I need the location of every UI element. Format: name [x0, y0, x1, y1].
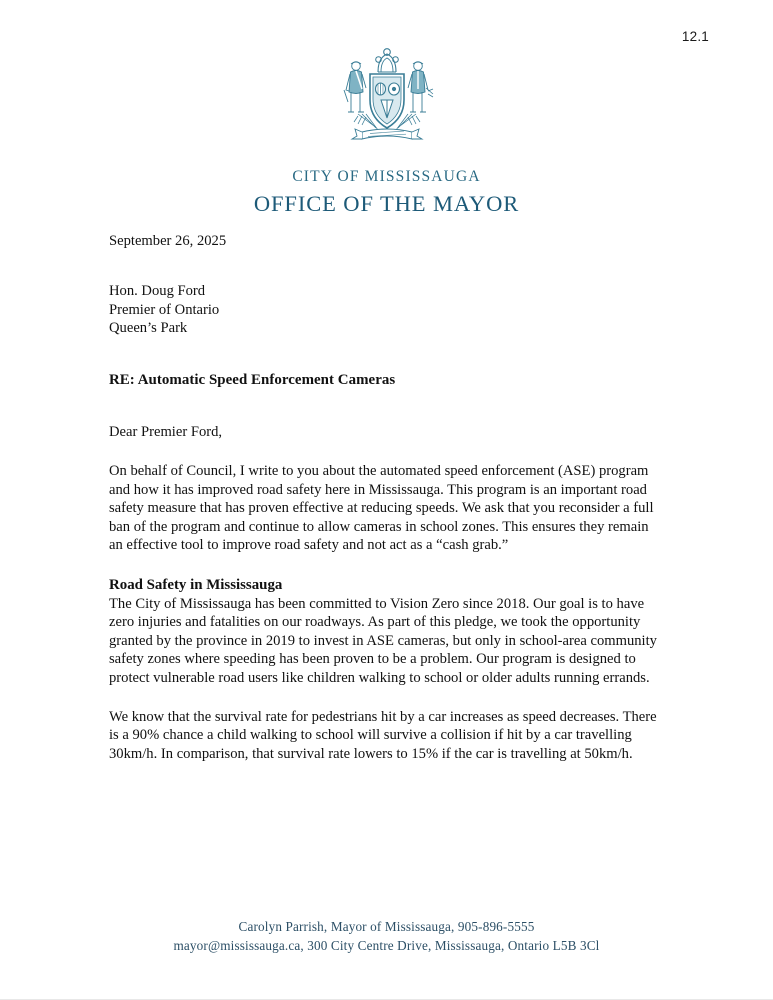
letter-body	[109, 232, 665, 763]
paragraph-survival-rate: We know that the survival rate for pedestrians hit by a car increases as speed decreases. There is a 90% chance a child walking to school will survive a collision if hit by a car travelling 30km/h. In comparison, that survival rate lowers to 15% if the car is travelling at 50km/h.	[109, 708, 657, 762]
addressee-block	[109, 282, 665, 337]
addressee-line-2: Premier of Ontario	[109, 301, 220, 318]
letterhead	[0, 44, 773, 217]
letter-date: September 26, 2025	[109, 233, 227, 249]
salutation: Dear Premier Ford,	[109, 424, 223, 441]
footer-address-line: mayor@mississauga.ca, 300 City Centre Drive, Mississauga, Ontario L5B 3Cl	[173, 938, 600, 953]
footer-contact-line: Carolyn Parrish, Mayor of Mississauga, 905-896-5555	[238, 919, 535, 934]
organization-name: CITY OF MISSISSAUGA	[292, 168, 481, 185]
addressee-line-3: Queen’s Park	[109, 320, 188, 337]
paragraph-road-safety: The City of Mississauga has been committed to Vision Zero since 2018. Our goal is to have zero injuries and fatalities on our roadways. As part of this pledge, we took the opportunity granted by the province in 2019 to invest in ASE cameras, but only in school-area community safety zones where speeding has been proven to be a problem. Our program is designed to protect vulnerable road users like children walking to school or older adults running errands.	[109, 595, 657, 686]
section-heading-road-safety: Road Safety in Mississauga	[109, 577, 283, 594]
addressee-line-1: Hon. Doug Ford	[109, 283, 206, 300]
paragraph-intro: On behalf of Council, I write to you about the automated speed enforcement (ASE) program and how it has improved road safety here in Mississauga. This program is an important road safety measure that has proven effective at reducing speeds. We ask that you reconsider a full ban of the program and continue to allow cameras in school zones. This ensures they remain an effective tool to improve road safety and not act as a “cash grab.”	[109, 463, 654, 554]
letter-footer	[0, 917, 773, 955]
office-title: OFFICE OF THE MAYOR	[253, 191, 520, 216]
mississauga-coat-of-arms-icon	[334, 44, 440, 148]
page-number: 12.1	[681, 29, 709, 44]
subject-line: RE: Automatic Speed Enforcement Cameras	[109, 371, 396, 388]
